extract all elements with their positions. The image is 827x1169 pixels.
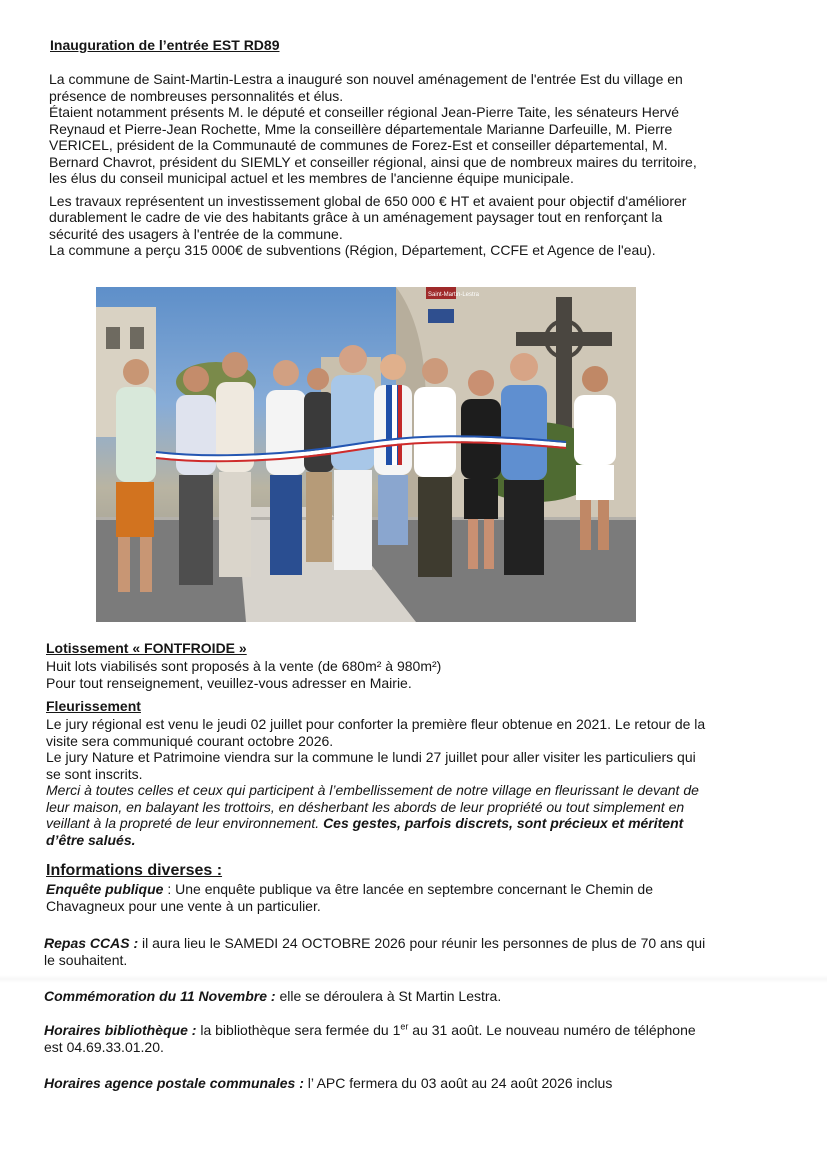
italic-text: veillant à la propreté de leur environnement. [46, 815, 320, 831]
text-line: d’être salués. [46, 831, 136, 848]
commemo-label: Commémoration du 11 Novembre : [44, 988, 276, 1004]
text-line: leur maison, en balayant les trottoirs, en désherbant les abords de leur propriété ou tout simplement en [46, 798, 685, 815]
text-line: Le jury Nature et Patrimoine viendra sur la commune le lundi 27 juillet pour aller visiter les particuliers qui [46, 749, 696, 765]
text-line: Merci à toutes celles et ceux qui participent à l’embellissement de notre village en fleurissant le devant de [46, 782, 699, 798]
text-line: visite sera communiqué courant octobre 2026. [46, 732, 334, 749]
text-line: Reynaud et Pierre-Jean Rochette, Mme la conseillère départementale Marianne Darfeuille, M. Pierre [49, 120, 673, 137]
agence-text: l’ APC fermera du 03 août au 24 août 2026 inclus [303, 1075, 613, 1091]
text-line: Étaient notamment présents M. le député et conseiller régional Jean-Pierre Taite, les sénateurs Hervé [49, 104, 680, 120]
ordinal-sup: er [400, 1021, 409, 1032]
text-line [44, 1075, 784, 1092]
text-line: Chavagneux pour une vente à un particulier. [46, 897, 321, 914]
infos-agence [44, 1075, 784, 1092]
repas-label: Repas CCAS : [44, 935, 139, 951]
inauguration-paragraph [49, 71, 789, 259]
text-line: Le jury régional est venu le jeudi 02 juillet pour conforter la première fleur obtenue en 2021. Le retour de la [46, 716, 706, 732]
text-line: le souhaitent. [44, 951, 128, 968]
enquete-label: Enquête publique [46, 881, 164, 897]
agence-label: Horaires agence postale communales : [44, 1075, 304, 1091]
ribbon-cutting-illustration [96, 287, 636, 622]
bold-italic-text: Ces gestes, parfois discrets, sont précieux et méritent [323, 815, 684, 831]
infos-commemoration [44, 988, 784, 1005]
text-line: Bernard Chavrot, président du SIEMLY et conseiller régional, ainsi que de nombreux maires du territoire, [49, 153, 697, 170]
text-line: VERICEL, président de la Communauté de communes de Forez-Est et conseiller départemental, M. [49, 137, 668, 153]
text-line: se sont inscrits. [46, 765, 143, 782]
inauguration-photo [96, 287, 636, 622]
infos-repas [44, 935, 794, 968]
fleurissement-title: Fleurissement [46, 698, 141, 714]
text-line [44, 935, 794, 952]
text-line: est 04.69.33.01.20. [44, 1038, 164, 1055]
text-line [44, 1022, 794, 1039]
enquete-text: : Une enquête publique va être lancée en septembre concernant le Chemin de [163, 881, 653, 897]
text-line: Les travaux représentent un investissement global de 650 000 € HT et avaient pour objectif d'améliorer [49, 192, 687, 209]
repas-text: il aura lieu le SAMEDI 24 OCTOBRE 2026 pour réunir les personnes de plus de 70 ans qui [138, 935, 706, 951]
text-line: les élus du conseil municipal actuel et les membres de l'ancienne équipe municipale. [49, 170, 574, 186]
text-line: Huit lots viabilisés sont proposés à la vente (de 680m² à 980m²) [46, 658, 442, 674]
lotissement-paragraph [46, 658, 786, 691]
lotissement-title: Lotissement « FONTFROIDE » [46, 640, 247, 656]
text-line: durablement le cadre de vie des habitants grâce à un aménagement paysager tout en renforçant la [49, 209, 663, 225]
text-line: La commune a perçu 315 000€ de subventions (Région, Département, CCFE et Agence de l'eau). [49, 242, 656, 258]
text-line [46, 881, 791, 898]
biblio-text: la bibliothèque sera fermée du 1 [196, 1022, 401, 1038]
text-line: La commune de Saint-Martin-Lestra a inauguré son nouvel aménagement de l'entrée Est du village en [49, 71, 683, 87]
biblio-label: Horaires bibliothèque : [44, 1022, 197, 1038]
scan-fold-line [0, 975, 827, 983]
fleurissement-paragraph [46, 716, 791, 848]
biblio-text-2: au 31 août. Le nouveau numéro de téléphone [408, 1022, 696, 1038]
text-line [44, 988, 784, 1005]
text-line: Pour tout renseignement, veuillez-vous adresser en Mairie. [46, 674, 412, 691]
text-line [46, 815, 791, 832]
inauguration-title: Inauguration de l’entrée EST RD89 [50, 37, 280, 53]
text-line: sécurité des usagers à l'entrée de la commune. [49, 225, 343, 242]
infos-enquete [46, 881, 791, 914]
photo-sign-text: Saint-Martin-Lestra [428, 292, 480, 298]
commemo-text: elle se déroulera à St Martin Lestra. [275, 988, 502, 1004]
infos-bibliotheque [44, 1022, 794, 1055]
text-line: présence de nombreuses personnalités et élus. [49, 87, 344, 104]
infos-title: Informations diverses : [46, 862, 223, 879]
